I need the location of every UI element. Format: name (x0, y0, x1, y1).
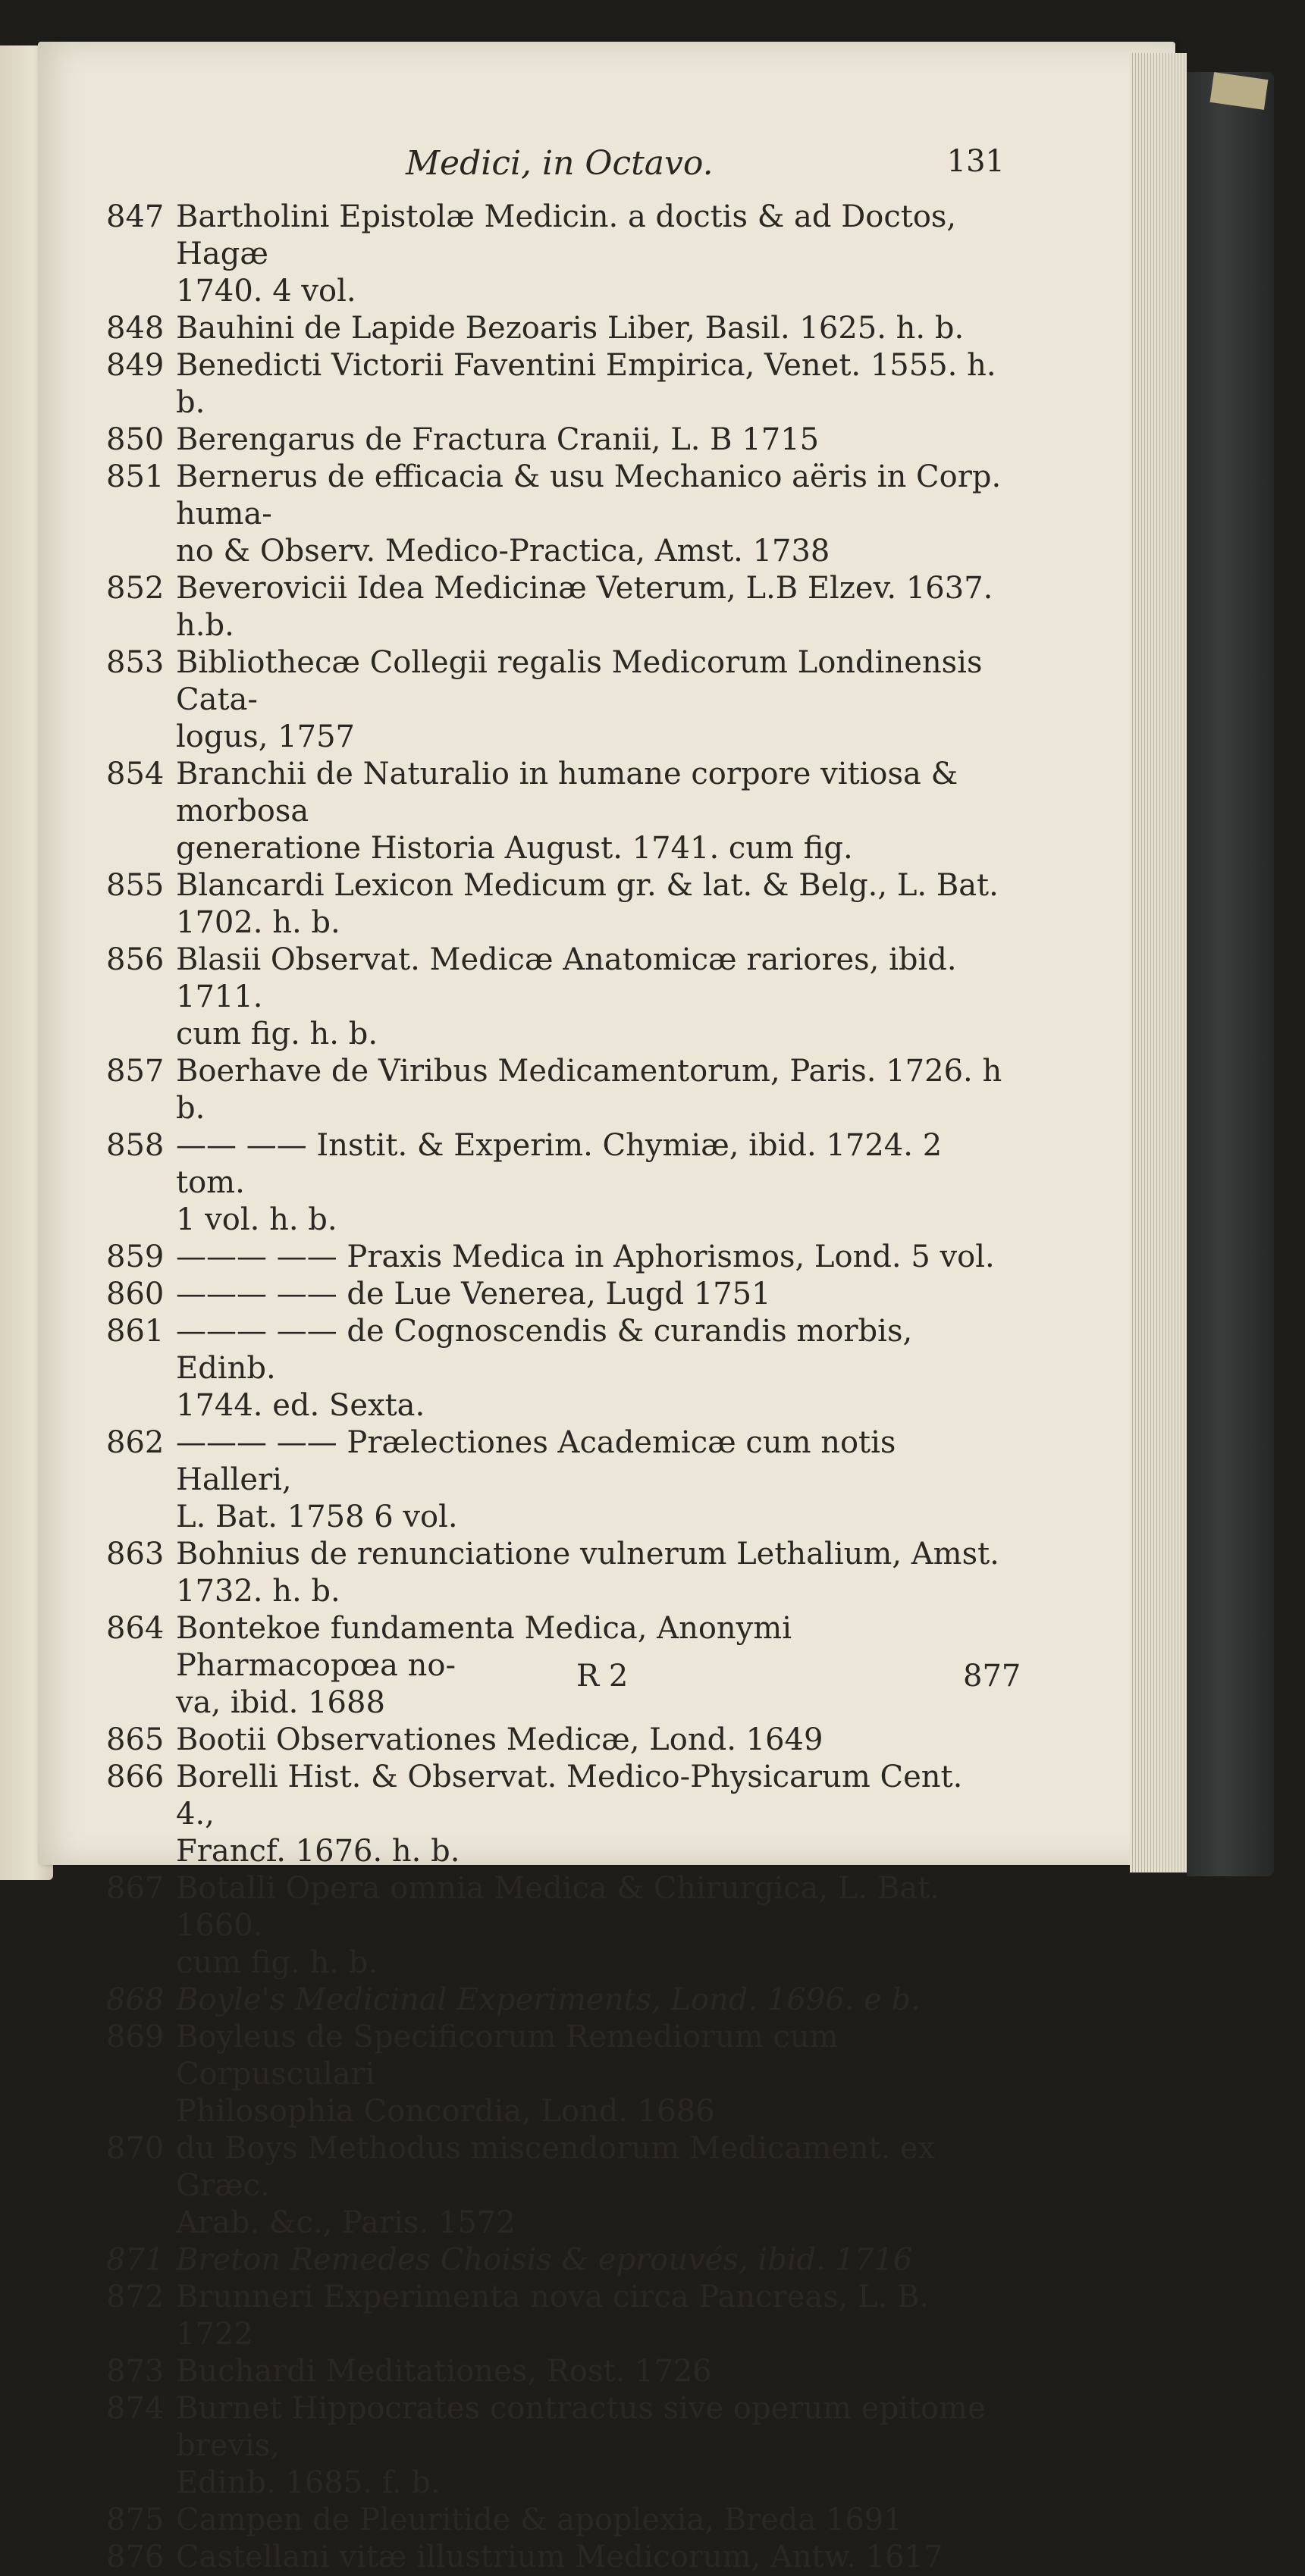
book-cover-board (1187, 72, 1274, 1876)
entry-number: 848 (106, 311, 165, 346)
entry-text-line: 1 vol. h. b. (176, 1202, 337, 1237)
entry-text-line: logus, 1757 (176, 719, 355, 754)
catalogue-entry (106, 2502, 1009, 2539)
page-stack-edge (1130, 53, 1187, 1872)
catalogue-entries (106, 199, 1009, 2576)
entry-number: 869 (106, 2020, 165, 2054)
catalogue-entry (106, 1759, 1009, 1870)
entry-number: 870 (106, 2131, 165, 2166)
catalogue-entry (106, 2539, 1009, 2576)
catalogue-entry (106, 1722, 1009, 1759)
entry-text-line: Boyle's Medicinal Experiments, Lond. 1696. e b. (176, 1982, 921, 2017)
entry-number: 866 (106, 1760, 165, 1794)
entry-text-line: 1732. h. b. (176, 1574, 340, 1609)
entry-text-line: Botalli Opera omnia Medica & Chirurgica, L. Bat. 1660. (176, 1871, 940, 1943)
entry-number: 865 (106, 1722, 165, 1757)
catalogue-entry (106, 347, 1009, 421)
entry-number: 854 (106, 757, 165, 791)
entry-text-line: cum fig. h. b. (176, 1017, 378, 1051)
entry-number: 867 (106, 1871, 165, 1906)
entry-number: 852 (106, 571, 165, 606)
catalogue-entry (106, 1536, 1009, 1610)
entry-text-line: 1744. ed. Sexta. (176, 1388, 425, 1423)
entry-text-line: Boerhave de Viribus Medicamentorum, Paris. 1726. h b. (176, 1054, 1002, 1126)
entry-text-line: Bibliothecæ Collegii regalis Medicorum Londinensis Cata- (176, 645, 983, 717)
entry-number: 858 (106, 1128, 165, 1163)
catalogue-entry (106, 2130, 1009, 2242)
entry-number: 868 (106, 1982, 165, 2017)
entry-text-line: Beverovicii Idea Medicinæ Veterum, L.B Elzev. 1637. h.b. (176, 571, 993, 643)
entry-text-line: ——— —— de Lue Venerea, Lugd 1751 (176, 1277, 771, 1312)
entry-text-line: Buchardi Meditationes, Rost. 1726 (176, 2354, 712, 2389)
entry-text-line: Branchii de Naturalio in humane corpore vitiosa & morbosa (176, 757, 958, 829)
entry-text-line: Breton Remedes Choisis & eprouvés, ibid. 1716 (176, 2242, 913, 2277)
catalogue-entry (106, 867, 1009, 942)
page-header (163, 144, 1005, 190)
entry-text-line: no & Observ. Medico-Practica, Amst. 1738 (176, 534, 830, 569)
entry-number: 849 (106, 348, 165, 383)
running-head: Medici, in Octavo. (406, 144, 714, 183)
entry-text-line: cum fig. h. b. (176, 1945, 378, 1980)
entry-number: 863 (106, 1537, 165, 1572)
entry-text-line: Bernerus de efficacia & usu Mechanico aëris in Corp. huma- (176, 459, 1002, 531)
entry-text-line: generatione Historia August. 1741. cum fig. (176, 831, 853, 866)
entry-text-line: 1740. 4 vol. (176, 274, 356, 309)
entry-text-line: Arab. &c., Paris. 1572 (176, 2205, 516, 2240)
entry-number: 851 (106, 459, 165, 494)
entry-text-line: Bootii Observationes Medicæ, Lond. 1649 (176, 1722, 823, 1757)
catalogue-entry (106, 570, 1009, 644)
entry-number: 873 (106, 2354, 165, 2389)
entry-number: 855 (106, 868, 165, 903)
catalogue-entry (106, 1276, 1009, 1313)
catalogue-entry (106, 1424, 1009, 1536)
catalogue-entry (106, 1313, 1009, 1424)
entry-number: 857 (106, 1054, 165, 1089)
entry-text-line: Blasii Observat. Medicæ Anatomicæ rariores, ibid. 1711. (176, 942, 957, 1014)
entry-text-line: Campen de Pleuritide & apoplexia, Breda 1691 (176, 2502, 903, 2537)
entry-text-line: Blancardi Lexicon Medicum gr. & lat. & Belg., L. Bat. (176, 868, 999, 903)
catalogue-entry (106, 1053, 1009, 1127)
entry-text-line: Bauhini de Lapide Bezoaris Liber, Basil. 1625. h. b. (176, 311, 965, 346)
catalogue-entry (106, 1127, 1009, 1239)
entry-text-line: Bontekoe fundamenta Medica, Anonymi Pharmacopœa no- (176, 1611, 792, 1683)
catalogue-entry (106, 942, 1009, 1053)
entry-text-line: Castellani vitæ illustrium Medicorum, Antw. 1617 (176, 2540, 943, 2574)
catalogue-entry (106, 1982, 1009, 2019)
entry-number: 875 (106, 2502, 165, 2537)
entry-text-line: va, ibid. 1688 (176, 1685, 385, 1720)
catalogue-entry (106, 1870, 1009, 1982)
entry-text-line: Edinb. 1685. f. b. (176, 2465, 441, 2500)
entry-text-line: Brunneri Experimenta nova circa Pancreas, L. B. 1722 (176, 2280, 930, 2352)
catchword: 877 (963, 1659, 1021, 1694)
entry-number: 862 (106, 1425, 165, 1460)
entry-number: 864 (106, 1611, 165, 1646)
catalogue-entry (106, 2390, 1009, 2502)
entry-number: 847 (106, 199, 165, 234)
entry-number: 861 (106, 1314, 165, 1349)
entry-text-line: Francf. 1676. h. b. (176, 1834, 460, 1869)
entry-text-line: L. Bat. 1758 6 vol. (176, 1500, 458, 1534)
entry-text-line: Boyleus de Specificorum Remediorum cum Corpusculari (176, 2020, 839, 2092)
entry-text-line: ——— —— Prælectiones Academicæ cum notis Halleri, (176, 1425, 896, 1497)
entry-number: 850 (106, 422, 165, 457)
entry-text-line: —— —— Instit. & Experim. Chymiæ, ibid. 1724. 2 tom. (176, 1128, 943, 1200)
entry-text-line: Burnet Hippocrates contractus sive operum epitome brevis, (176, 2391, 986, 2463)
entry-number: 872 (106, 2280, 165, 2314)
catalogue-entry (106, 756, 1009, 867)
catalogue-entry (106, 199, 1009, 310)
catalogue-entry (106, 310, 1009, 347)
entry-number: 853 (106, 645, 165, 680)
entry-number: 859 (106, 1239, 165, 1274)
catalogue-entry (106, 1239, 1009, 1276)
entry-text-line: Bartholini Epistolæ Medicin. a doctis & ad Doctos, Hagæ (176, 199, 957, 271)
entry-text-line: Berengarus de Fractura Cranii, L. B 1715 (176, 422, 820, 457)
page-number: 131 (946, 144, 1005, 179)
entry-text-line: du Boys Methodus miscendorum Medicament. ex Græc. (176, 2131, 936, 2203)
entry-number: 876 (106, 2540, 165, 2574)
catalogue-entry (106, 2019, 1009, 2130)
catalogue-entry (106, 459, 1009, 570)
entry-text-line: Bohnius de renunciatione vulnerum Lethalium, Amst. (176, 1537, 999, 1572)
entry-number: 871 (106, 2242, 165, 2277)
catalogue-entry (106, 1610, 1009, 1722)
entry-number: 874 (106, 2391, 165, 2426)
entry-number: 856 (106, 942, 165, 977)
entry-number: 860 (106, 1277, 165, 1312)
entry-text-line: ——— —— Praxis Medica in Aphorismos, Lond. 5 vol. (176, 1239, 995, 1274)
catalogue-entry (106, 2279, 1009, 2353)
entry-text-line: Philosophia Concordia, Lond. 1686 (176, 2094, 715, 2129)
entry-text-line: 1702. h. b. (176, 905, 340, 940)
signature-mark: R 2 (576, 1659, 629, 1694)
catalogue-entry (106, 644, 1009, 756)
catalogue-entry (106, 421, 1009, 459)
entry-text-line: Borelli Hist. & Observat. Medico-Physicarum Cent. 4., (176, 1760, 963, 1832)
catalogue-entry (106, 2353, 1009, 2390)
entry-text-line: ——— —— de Cognoscendis & curandis morbis, Edinb. (176, 1314, 913, 1386)
catalogue-entry (106, 2242, 1009, 2279)
entry-text-line: Benedicti Victorii Faventini Empirica, Venet. 1555. h. b. (176, 348, 996, 420)
